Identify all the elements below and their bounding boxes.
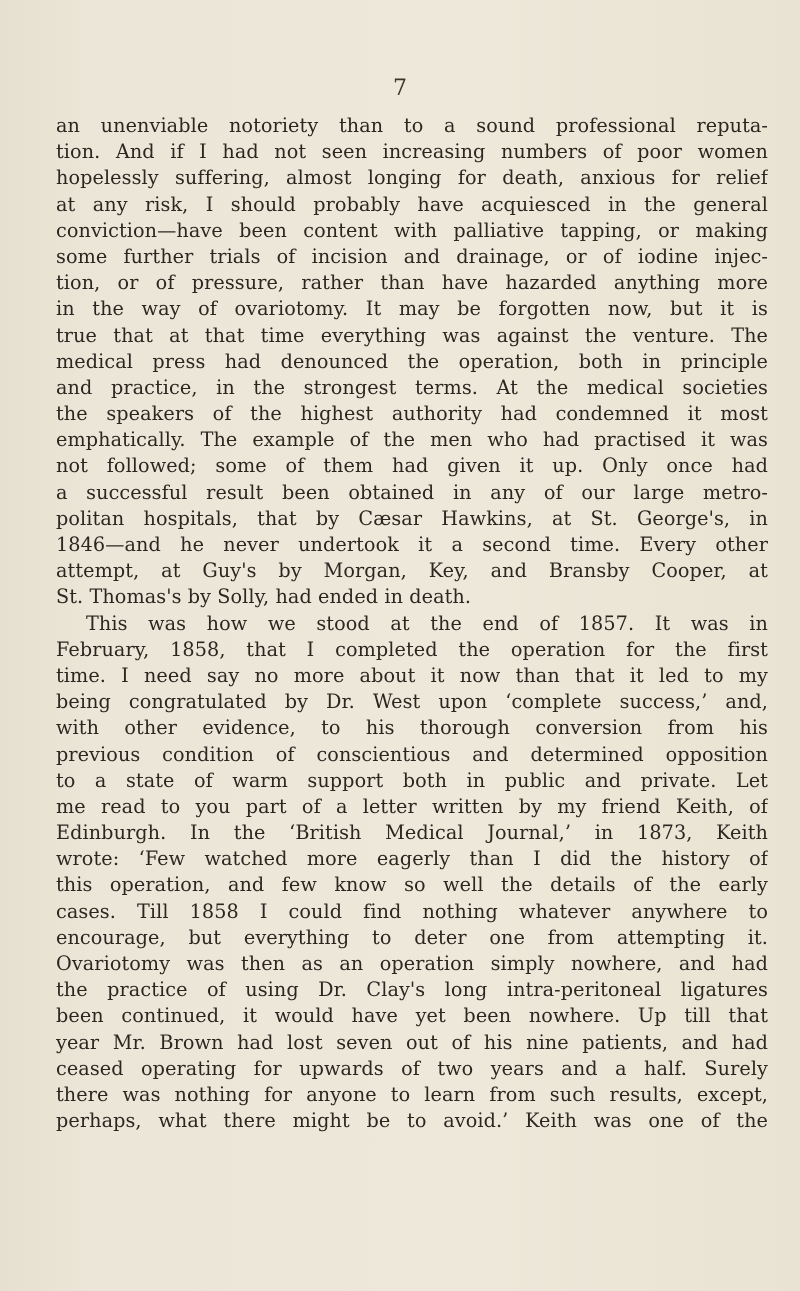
text-line: the practice of using Dr. Clay's long intra-peritoneal ligatures xyxy=(56,978,768,1002)
text-line: previous condition of conscientious and determined opposition xyxy=(56,742,768,766)
text-line: time. I need say no more about it now than that it led to my xyxy=(56,663,768,687)
text-line: the speakers of the highest authority had condemned it most xyxy=(56,402,768,426)
text-line: wrote: ‘Few watched more eagerly than I did the history of xyxy=(56,847,768,871)
text-line: hopelessly suffering, almost longing for death, anxious for relief xyxy=(56,166,768,190)
text-line: ceased operating for upwards of two years and a half. Surely xyxy=(56,1056,768,1080)
text-line: Edinburgh. In the ‘British Medical Journal,’ in 1873, Keith xyxy=(56,821,768,845)
text-line: medical press had denounced the operation, both in principle xyxy=(56,349,768,373)
text-line: and practice, in the strongest terms. At the medical societies xyxy=(56,375,768,399)
text-line: Ovariotomy was then as an operation simply nowhere, and had xyxy=(56,952,768,975)
text-line: some further trials of incision and drainage, or of iodine injec- xyxy=(56,244,768,268)
text-line: conviction—have been content with palliative tapping, or making xyxy=(56,218,768,242)
text-line: not followed; some of them had given it up. Only once had xyxy=(56,454,768,478)
text-line: perhaps, what there might be to avoid.’ Keith was one of the xyxy=(56,1109,768,1133)
text-line: this operation, and few know so well the details of the early xyxy=(56,873,768,897)
text-line: true that at that time everything was against the venture. The xyxy=(56,323,768,347)
text-line: been continued, it would have yet been nowhere. Up till that xyxy=(56,1004,768,1028)
text-line: encourage, but everything to deter one from attempting it. xyxy=(56,925,768,949)
text-line: February, 1858, that I completed the operation for the first xyxy=(56,637,768,661)
paragraph-start-line: This was how we stood at the end of 1857. It was in xyxy=(86,611,768,635)
text-line: emphatically. The example of the men who had practised it was xyxy=(56,428,768,452)
text-line: me read to you part of a letter written by my friend Keith, of xyxy=(56,794,768,818)
text-line: at any risk, I should probably have acquiesced in the general xyxy=(56,192,768,216)
text-line: there was nothing for anyone to learn from such results, except, xyxy=(56,1082,768,1106)
text-line: being congratulated by Dr. West upon ‘complete success,’ and, xyxy=(56,690,768,714)
text-line: year Mr. Brown had lost seven out of his nine patients, and had xyxy=(56,1030,768,1054)
text-line: to a state of warm support both in public and private. Let xyxy=(56,768,768,792)
text-line: cases. Till 1858 I could find nothing whatever anywhere to xyxy=(56,899,768,923)
text-line: tion, or of pressure, rather than have hazarded anything more xyxy=(56,271,768,295)
text-line: politan hospitals, that by Cæsar Hawkins, at St. George's, in xyxy=(56,506,768,530)
text-line: an unenviable notoriety than to a sound professional reputa- xyxy=(56,114,768,137)
text-line: 1846—and he never undertook it a second time. Every other xyxy=(56,533,768,556)
paragraph-end-line: St. Thomas's by Solly, had ended in death. xyxy=(56,585,472,609)
text-line: a successful result been obtained in any of our large metro- xyxy=(56,480,768,504)
text-line: attempt, at Guy's by Morgan, Key, and Bransby Cooper, at xyxy=(56,559,768,583)
text-line: tion. And if I had not seen increasing numbers of poor women xyxy=(56,140,768,164)
page-number: 7 xyxy=(393,76,407,101)
text-line: in the way of ovariotomy. It may be forgotten now, but it is xyxy=(56,297,768,321)
body-text xyxy=(56,113,768,1134)
text-line: with other evidence, to his thorough conversion from his xyxy=(56,716,768,740)
